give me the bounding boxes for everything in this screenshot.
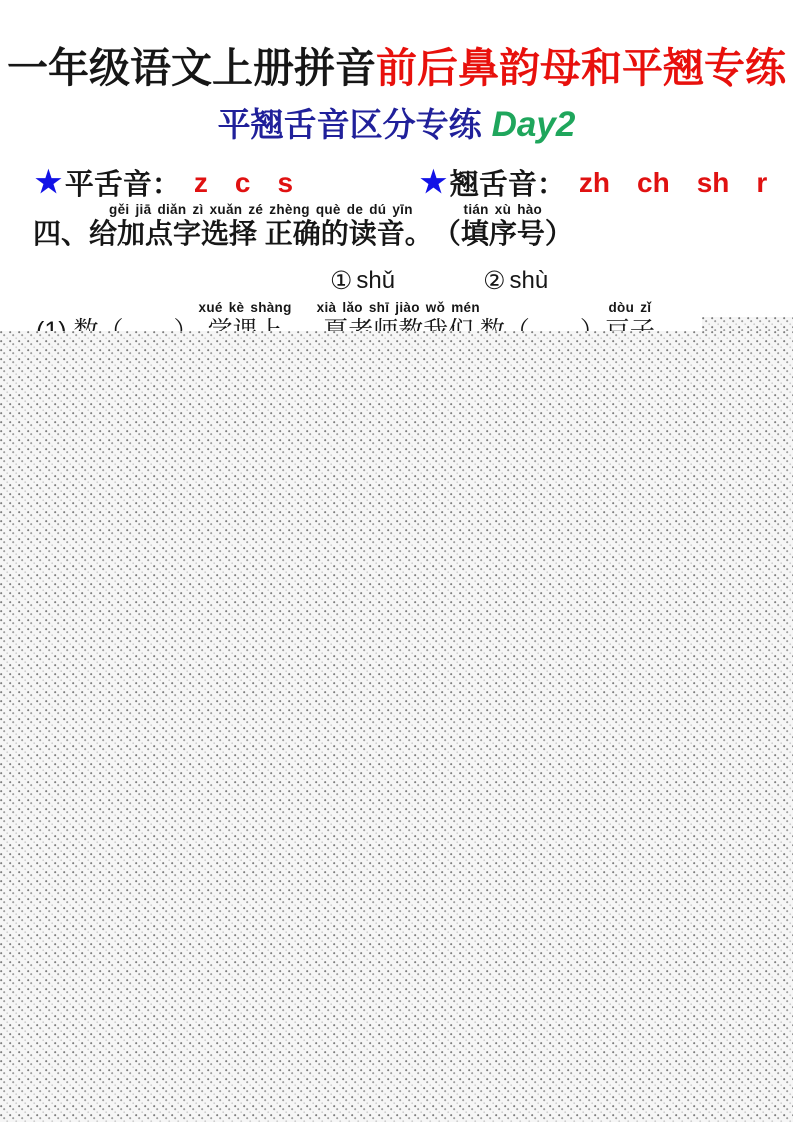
heading-text: （ bbox=[432, 217, 461, 249]
heading-segment bbox=[545, 218, 573, 250]
circled-number-1: ① bbox=[330, 267, 353, 295]
heading-segment bbox=[33, 218, 89, 250]
section-heading bbox=[33, 202, 573, 250]
hidden-content-overlay bbox=[0, 331, 793, 1122]
sound-groups-row bbox=[0, 162, 793, 202]
subtitle bbox=[0, 104, 793, 146]
curled-tongue-group bbox=[420, 162, 767, 203]
initial-zh: zh bbox=[578, 166, 611, 198]
circled-number-2: ② bbox=[483, 267, 506, 295]
initial-ch: ch bbox=[637, 166, 670, 198]
answer-options-row bbox=[330, 266, 548, 296]
initial-sh: sh bbox=[696, 166, 730, 198]
option-2-pinyin: shù bbox=[509, 267, 549, 294]
option-1 bbox=[330, 266, 395, 296]
initial-r: r bbox=[756, 166, 768, 198]
heading-text: 填序号 bbox=[460, 217, 545, 249]
subtitle-text: 平翘舌音区分专练 bbox=[217, 106, 482, 143]
option-2 bbox=[483, 266, 548, 296]
heading-text: ） bbox=[544, 217, 573, 249]
star-icon: ★ bbox=[35, 165, 62, 199]
heading-text: 四、 bbox=[33, 217, 90, 249]
page-title-red-part: 前后鼻韵母和平翘专练 bbox=[376, 44, 786, 92]
pinyin: gěi jiā diǎn zì xuǎn zé zhèng què de dú yīn bbox=[109, 202, 413, 217]
page-title bbox=[0, 46, 793, 91]
option-1-pinyin: shǔ bbox=[356, 267, 396, 294]
pinyin: dòu zǐ bbox=[608, 300, 652, 315]
initial-z: z bbox=[193, 166, 208, 198]
hidden-content-overlay-step bbox=[702, 317, 793, 332]
heading-segment bbox=[89, 202, 433, 250]
pinyin: xià lǎo shī jiào wǒ mén bbox=[316, 300, 480, 315]
initial-s: s bbox=[277, 166, 294, 198]
flat-tongue-group bbox=[35, 162, 293, 203]
heading-segment bbox=[461, 202, 545, 250]
initial-c: c bbox=[234, 166, 251, 198]
curled-tongue-label: 翘舌音： bbox=[449, 169, 566, 201]
pinyin: tián xù hào bbox=[463, 202, 543, 217]
star-icon: ★ bbox=[420, 165, 447, 199]
page-title-black-part: 一年级语文上册拼音 bbox=[7, 44, 376, 92]
day-badge: Day2 bbox=[491, 105, 576, 144]
flat-tongue-label: 平舌音： bbox=[64, 169, 181, 201]
pinyin: xué kè shàng bbox=[198, 300, 292, 315]
heading-text: 给加点字选择 正确的读音。 bbox=[89, 217, 433, 249]
heading-segment bbox=[433, 218, 461, 250]
